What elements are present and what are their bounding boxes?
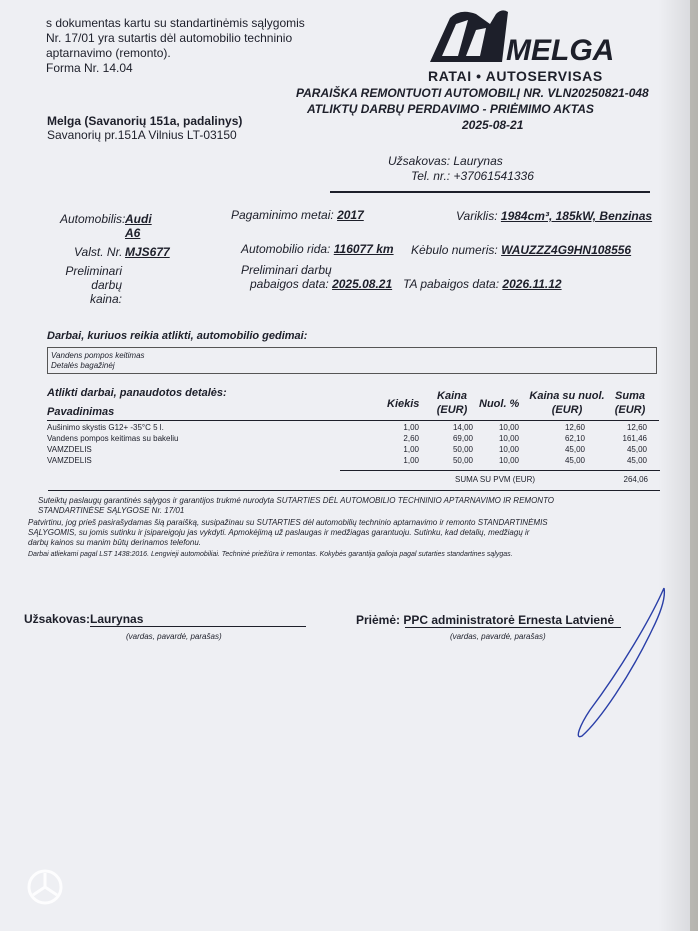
warranty-line-2: STANDARTINĖSE SĄLYGOSE Nr. 17/01 [38,506,185,515]
form-note-line-1: s dokumentas kartu su standartinėmis sąlygomis [46,16,305,30]
vin-label: Kėbulo numeris: [411,243,498,257]
total-label: SUMA SU PVM (EUR) [455,475,536,484]
melga-logo-mark [428,6,615,68]
prelim-end-label-1: Preliminari darbų [241,263,332,277]
form-note-line-3: aptarnavimo (remonto). [46,46,171,60]
cell-sum: 45,00 [626,456,647,465]
cell-discount: 10,00 [498,445,519,454]
prelim-end-date: 2025.08.21 [332,277,393,291]
logo-wordmark: MELGA [506,34,615,67]
signature-customer-hint: (vardas, pavardė, parašas) [126,632,222,641]
watermark-logo-icon [26,868,64,906]
cell-sum: 161,46 [622,434,647,443]
form-header-note [46,16,305,76]
engine-label: Variklis: [456,209,498,223]
engine-value: 1984cm³, 185kW, Benzinas [500,209,653,223]
cell-sum: 45,00 [626,445,647,454]
parts-table-body [47,422,647,466]
melga-logo [428,6,615,86]
col-discounted-header-1: Kaina su nuol. [529,390,605,402]
year-label: Pagaminimo metai: [231,208,334,222]
customer-phone: +37061541336 [453,169,534,183]
mileage-label: Automobilio rida: [241,242,331,256]
plate-number: MJS677 [125,245,170,259]
works-needed-item-1: Vandens pompos keitimas [51,351,145,360]
signature-receiver-name: PPC administratorė Ernesta Latvienė [403,613,615,627]
company-address: Savanorių pr.151A Vilnius LT-03150 [47,128,237,142]
cell-discounted-price: 12,60 [564,423,585,432]
car-make: Audi [125,212,152,226]
prelim-end-line [250,277,392,291]
cell-qty: 1,00 [403,445,419,454]
cell-discounted-price: 62,10 [564,434,585,443]
col-price-header-1: Kaina [437,390,467,402]
total-rule [340,470,660,471]
table-header-rule [47,420,659,421]
signature-customer-name: Laurynas [90,612,144,626]
total-value: 264,06 [623,475,648,484]
customer-label: Užsakovas: [388,154,451,168]
page-shadow [658,0,698,931]
vin-value: WAUZZZ4G9HN108556 [501,243,632,257]
car-label: Automobilis: [60,212,126,226]
ta-end-date: 2026.11.12 [502,277,562,291]
confirmation-line-3: darbų kainos su manim būtų derinamos telefonu. [28,538,201,547]
cell-qty: 1,00 [403,456,419,465]
parts-table [47,422,647,466]
cell-name: VAMZDELIS [47,456,92,465]
col-discounted-header [526,389,608,417]
cell-price: 50,00 [452,445,473,454]
signature-customer-rule [90,626,306,627]
col-qty-header: Kiekis [387,398,420,410]
year-line [231,208,364,222]
document-title-line-1: PARAIŠKA REMONTUOTI AUTOMOBILĮ NR. VLN20250821-048 [296,86,649,100]
works-needed-item-2: Detalės bagažinėj [51,361,115,370]
terms-rule [48,490,660,491]
car-model: A6 [125,226,141,240]
cell-discount: 10,00 [498,423,519,432]
done-works-heading: Atlikti darbai, panaudotos detalės: [47,387,227,399]
standard-line: Darbai atliekami pagal LST 1438:2016. Lengvieji automobiliai. Techninė priežiūra ir remontas. Kokybės garantija galioja pagal sutarties standartines sąlygas. [28,551,513,558]
col-price-header-2: (EUR) [436,404,468,416]
cell-qty: 1,00 [403,423,419,432]
prelim-price-label-1: Preliminari darbų [65,264,122,292]
table-row [47,455,647,466]
mileage-line [241,242,394,256]
works-needed-heading: Darbai, kuriuos reikia atlikti, automobilio gedimai: [47,330,308,342]
engine-line [456,209,652,223]
cell-discount: 10,00 [498,456,519,465]
cell-name: VAMZDELIS [47,445,92,454]
cell-price: 14,00 [452,423,473,432]
cell-sum: 12,60 [626,423,647,432]
col-sum-header-2: (EUR) [614,404,646,416]
mileage-value: 116077 km [333,242,394,256]
cell-discount: 10,00 [498,434,519,443]
form-number: Forma Nr. 14.04 [46,61,133,75]
col-discounted-header-2: (EUR) [551,404,583,416]
confirmation-line-1: Patvirtinu, jog prieš pasirašydamas šią paraišką, susipažinau su SUTARTIES dėl automobilių techninio aptarnavimo ir remonto STANDARTINĖMIS [28,518,548,527]
warranty-terms [35,496,554,516]
prelim-price-label [32,264,122,306]
signature-receiver-label: Priėmė: [356,613,401,627]
col-discount-header: Nuol. % [479,398,520,410]
col-name-header: Pavadinimas [47,406,115,418]
logo-tagline: RATAI • AUTOSERVISAS [428,68,603,84]
form-note-line-2: Nr. 17/01 yra sutartis dėl automobilio techninio [46,31,293,45]
prelim-price-label-2: kaina: [89,292,122,306]
col-price-header [432,389,472,417]
signature-customer-label: Užsakovas: [24,612,91,626]
year-value: 2017 [337,208,364,222]
cell-qty: 2,60 [403,434,419,443]
table-row [47,444,647,455]
cell-name: Aušinimo skystis G12+ -35°C 5 l. [47,423,164,432]
prelim-end-label-2: pabaigos data: [250,277,329,291]
cell-discounted-price: 45,00 [564,445,585,454]
customer-phone-label: Tel. nr.: [411,169,451,183]
customer-divider [330,191,650,193]
signature-customer-line [24,612,143,626]
customer-phone-line [411,169,534,183]
vin-line [411,243,631,257]
table-row [47,433,647,444]
cell-name: Vandens pompos keitimas su bakeliu [47,434,179,443]
confirmation-line-2: SĄLYGOMIS, su jomis sutinku ir įsipareigoju jas vykdyti. Apmokėjimą už paslaugas ir medžiagas garantuoju. Sutinku, kad detalių, medžiagų ir [28,528,530,537]
signature-receiver-hint: (vardas, pavardė, parašas) [450,632,546,641]
cell-discounted-price: 45,00 [564,456,585,465]
table-row [47,422,647,433]
col-sum-header [610,389,650,417]
document-title-line-2: ATLIKTŲ DARBŲ PERDAVIMO - PRIĖMIMO AKTAS [307,102,594,116]
document-date: 2025-08-21 [462,118,524,132]
cell-price: 50,00 [452,456,473,465]
cell-price: 69,00 [452,434,473,443]
warranty-line-1: Suteiktų paslaugų garantinės sąlygos ir garantijos trukmė nurodyta SUTARTIES DĖL AUTOMOBILIO TECHNINIO APTARNAVIMO IR REMONTO [38,496,555,505]
col-sum-header-1: Suma [615,390,645,402]
company-name: Melga (Savanorių 151a, padalinys) [47,114,243,128]
ta-end-line [403,277,562,291]
works-needed-box [47,347,657,374]
confirmation-text [28,518,548,548]
ta-end-label: TA pabaigos data: [403,277,500,291]
customer-name: Laurynas [453,154,503,168]
customer-line [388,154,503,168]
plate-label: Valst. Nr. [74,245,123,259]
